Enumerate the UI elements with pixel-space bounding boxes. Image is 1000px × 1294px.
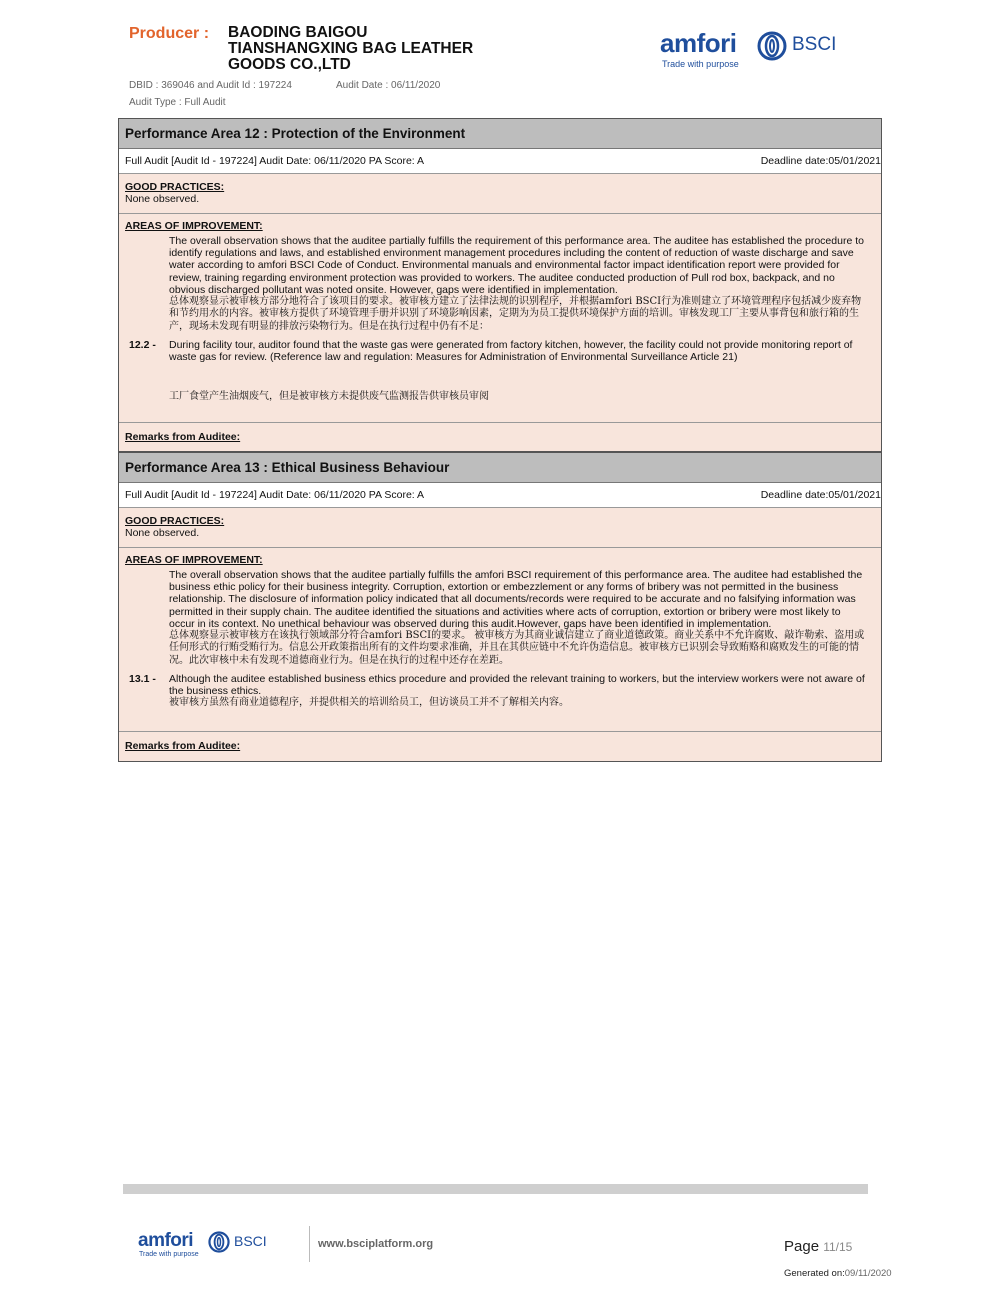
footer-divider bbox=[309, 1226, 310, 1262]
deadline-date: Deadline date:05/01/2021 bbox=[760, 155, 881, 167]
section-info bbox=[119, 483, 881, 508]
amfori-ring-icon bbox=[757, 31, 787, 61]
good-practices-text: None observed. bbox=[125, 527, 200, 539]
good-practices-label: GOOD PRACTICES: bbox=[125, 181, 225, 193]
remarks-block bbox=[119, 732, 881, 756]
footer-bar bbox=[123, 1184, 868, 1194]
finding-cn: 被审核方虽然有商业道德程序，并提供相关的培训给员工，但访谈员工并不了解相关内容。 bbox=[169, 697, 569, 709]
overview-en: The overall observation shows that the auditee partially fulfills the amfori BSCI requirement of this performance area. The auditee had established the business ethic policy for their business integrity. Corruption, extortion or embezzlement or any forms of bribery was not permitted in the business relationship. The disclosure of information policy indicated that all documents/records were required to be accurate and no falsifying information was permitted in their supply chain. The auditee identified the situations and activities where acts of corruption, extortion or bribery were most likely to occur in its context. No unethical behaviour was observed during this audit.However, gaps have been identified in implementation. bbox=[169, 569, 863, 630]
generated-date: 09/11/2020 bbox=[844, 1268, 892, 1279]
logo-tagline: Trade with purpose bbox=[139, 1251, 199, 1258]
footer-amfori-logo bbox=[138, 1230, 288, 1264]
logo-tagline: Trade with purpose bbox=[662, 59, 739, 69]
areas-of-improvement-block bbox=[119, 548, 881, 732]
amfori-logo bbox=[660, 28, 850, 72]
producer-label: Producer : bbox=[129, 25, 210, 42]
good-practices-label: GOOD PRACTICES: bbox=[125, 515, 225, 527]
areas-of-improvement-label: AREAS OF IMPROVEMENT: bbox=[125, 220, 263, 232]
dbid-line: DBID : 369046 and Audit Id : 197224 bbox=[129, 80, 292, 91]
finding-body bbox=[169, 673, 869, 709]
overview-cn: 总体观察显示被审核方在该执行领域部分符合amfori BSCI的要求。 被审核方为其商业诚信建立了商业道德政策。商业关系中不允许腐败、敲诈勒索、盗用或任何形式的行贿受贿行为。信息公开政策指出所有的文件均要求准确，并且在其供应链中不允许伪造信息。被审核方已识别会导致贿赂和腐败发生的可能的情况。此次审核中未有发现不道德商业行为。但是在执行的过程中还存在差距。 bbox=[169, 630, 865, 666]
areas-of-improvement-label: AREAS OF IMPROVEMENT: bbox=[125, 554, 263, 566]
audit-info: Full Audit [Audit Id - 197224] Audit Date: 06/11/2020 PA Score: A bbox=[125, 155, 425, 167]
finding-en: During facility tour, auditor found that the waste gas were generated from factory kitchen, however, the facility could not provide monitoring report of waste gas for review. (Reference law and regulation: Measures for Administration of Environmental Surveillance Article 21) bbox=[169, 339, 853, 364]
finding-en: Although the auditee established business ethics procedure and provided the relevant training to workers, but the interview workers were not aware of the business ethics. bbox=[169, 673, 865, 698]
areas-of-improvement-block bbox=[119, 214, 881, 423]
logo-bsci: BSCI bbox=[792, 34, 837, 55]
section-title: Performance Area 12 : Protection of the Environment bbox=[119, 119, 881, 149]
logo-word: amfori bbox=[138, 1230, 194, 1251]
section-info bbox=[119, 149, 881, 174]
deadline-date: Deadline date:05/01/2021 bbox=[760, 489, 881, 501]
logo-word: amfori bbox=[660, 28, 737, 58]
remarks-label: Remarks from Auditee: bbox=[125, 431, 241, 443]
good-practices-block bbox=[119, 174, 881, 214]
audit-info: Full Audit [Audit Id - 197224] Audit Date: 06/11/2020 PA Score: A bbox=[125, 489, 425, 501]
generated-label: Generated on: bbox=[784, 1268, 845, 1279]
audit-type: Audit Type : Full Audit bbox=[129, 97, 226, 108]
finding-cn: 工厂食堂产生油烟废气，但是被审核方未提供废气监测报告供审核员审阅 bbox=[169, 391, 489, 403]
finding-number: 13.1 - bbox=[129, 673, 156, 686]
performance-area-12 bbox=[118, 118, 882, 452]
amfori-ring-icon bbox=[208, 1231, 230, 1253]
remarks-label: Remarks from Auditee: bbox=[125, 740, 241, 752]
good-practices-block bbox=[119, 508, 881, 548]
finding-body bbox=[169, 339, 869, 403]
producer-name-line: GOODS CO.,LTD bbox=[228, 56, 351, 73]
good-practices-text: None observed. bbox=[125, 193, 200, 205]
overview-en: The overall observation shows that the auditee partially fulfills the requirement of this performance area. The auditee has established the procedure to identify regulations and laws, and established environment management procedures including the content of reduction of waste discharge and save water according to amfori BSCI Code of Conduct. Environmental manuals and environmental factor impact identification report were provided for review, training regarding environment protection was provided to workers. The auditee conducted production of Pull rod box, backpack, and no obvious discharged pollutant was noted onsite. However, gaps were identified in implementation. bbox=[169, 235, 864, 296]
finding-item bbox=[125, 673, 875, 709]
overview-cn: 总体观察显示被审核方部分地符合了该项目的要求。被审核方建立了法律法规的识别程序，并根据amfori BSCI行为准则建立了环境管理程序包括减少废弃物和节约用水的内容。被审核方提供了环境管理手册并识别了环境影响因素，定期为为员工提供环境保护方面的培训。审核发现工厂主要从事背包和旅行箱的生产，现场未发现有明显的排放污染物行为。但是在执行过程中仍有不足： bbox=[169, 296, 862, 332]
page-number: 11/15 bbox=[823, 1240, 853, 1254]
footer-url[interactable]: www.bsciplatform.org bbox=[318, 1238, 434, 1250]
page-indicator bbox=[784, 1238, 852, 1255]
page-label: Page bbox=[784, 1238, 820, 1255]
producer-name-line: BAODING BAIGOU bbox=[228, 24, 368, 41]
logo-bsci: BSCI bbox=[234, 1233, 267, 1249]
producer-name bbox=[228, 25, 473, 73]
generated-on bbox=[784, 1268, 892, 1279]
performance-area-13 bbox=[118, 452, 882, 762]
remarks-block bbox=[119, 423, 881, 447]
producer-name-line: TIANSHANGXING BAG LEATHER bbox=[228, 40, 474, 57]
audit-date: Audit Date : 06/11/2020 bbox=[336, 80, 441, 91]
finding-item bbox=[125, 339, 875, 403]
section-title: Performance Area 13 : Ethical Business Behaviour bbox=[119, 453, 881, 483]
finding-number: 12.2 - bbox=[129, 339, 156, 352]
